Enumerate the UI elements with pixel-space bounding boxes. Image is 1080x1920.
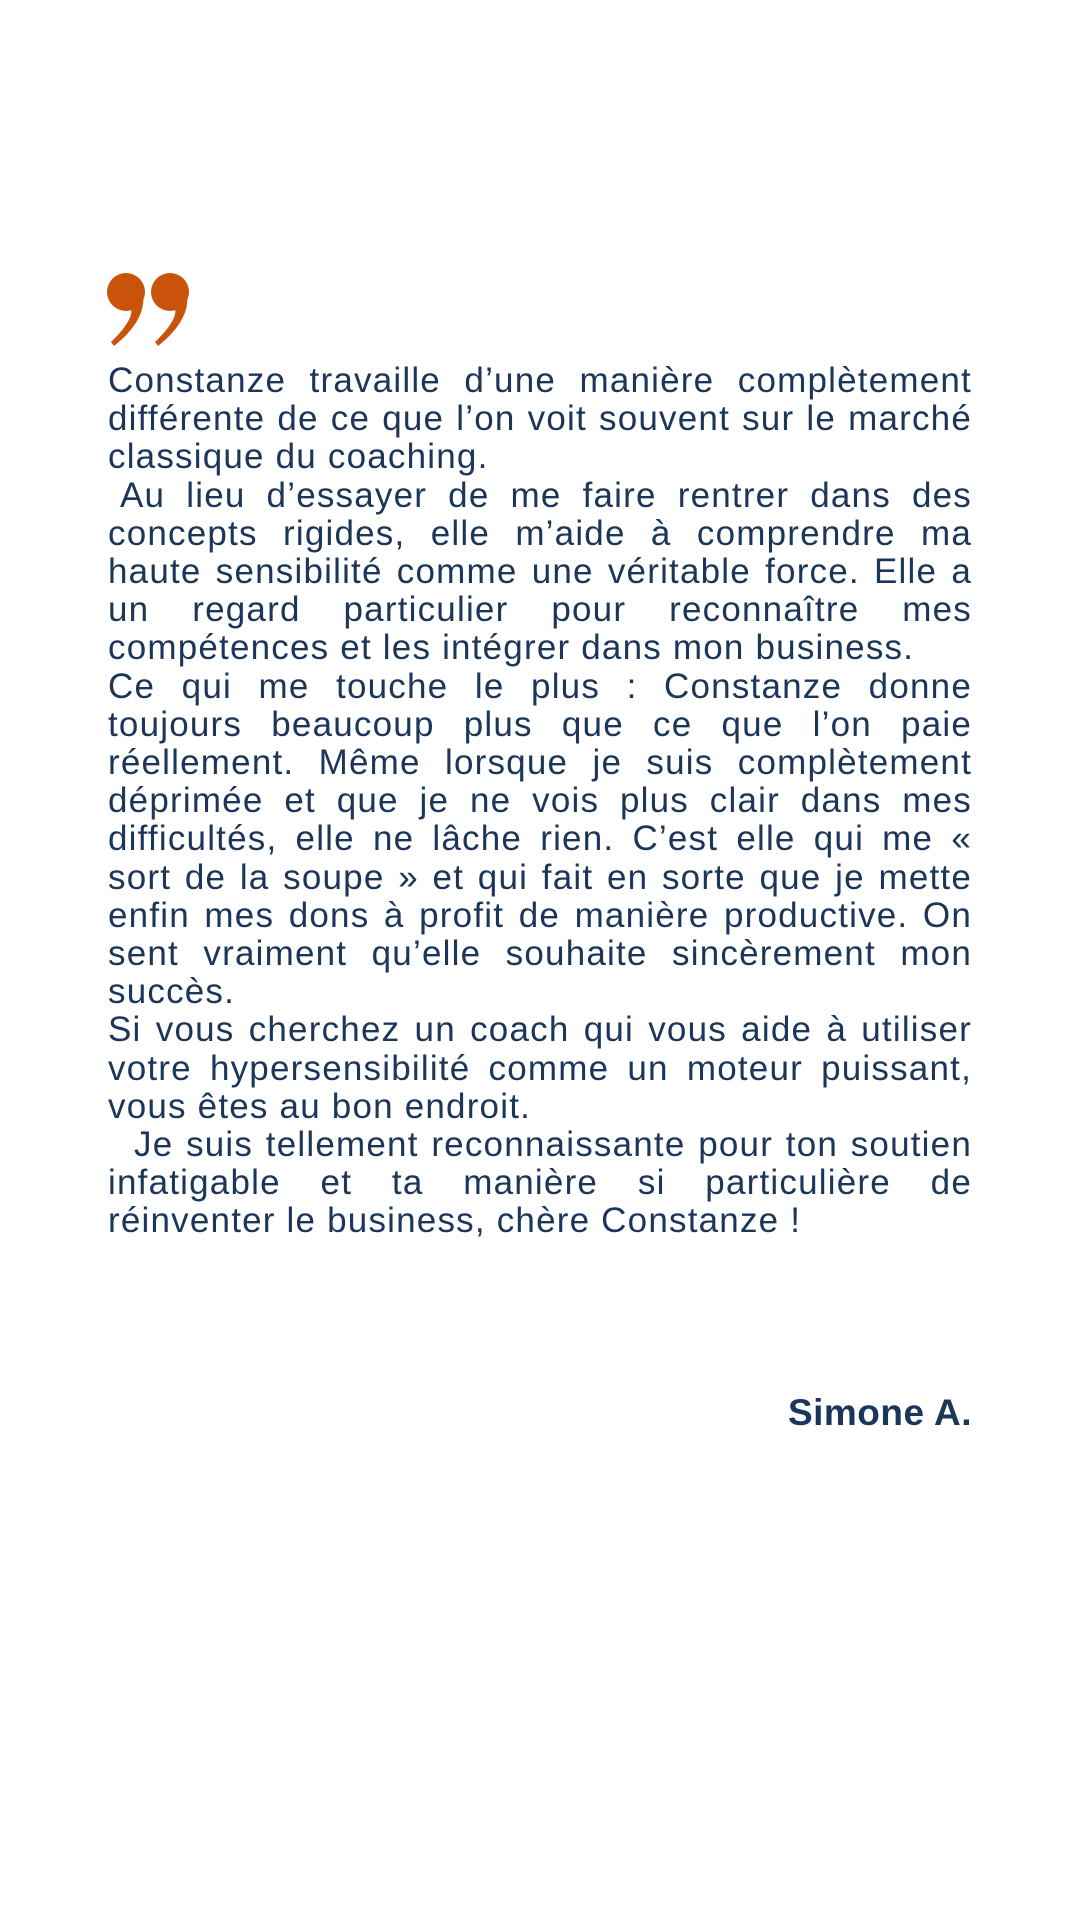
testimonial-author: Simone A.: [787, 1392, 972, 1433]
testimonial-paragraph: Je suis tellement reconnaissante pour ton soutien infatigable et ta manière si particulière de réinventer le business, chère Constanze !: [108, 1125, 972, 1241]
testimonial-paragraph: Ce qui me touche le plus : Constanze donne toujours beaucoup plus que ce que l’on paie réellement. Même lorsque je suis complètement déprimée et que je ne vois plus clair dans mes difficultés, elle ne lâche rien. C’est elle qui me « sort de la soupe » et qui fait en sorte que je mette enfin mes dons à profit de manière productive. On sent vraiment qu’elle souhaite sincèrement mon succès.: [108, 666, 972, 1012]
testimonial-paragraph: Au lieu d’essayer de me faire rentrer dans des concepts rigides, elle m’aide à comprendre ma haute sensibilité comme une véritable force. Elle a un regard particulier pour reconnaître mes compétences et les intégrer dans mon business.: [108, 475, 972, 668]
closing-quote-icon: [106, 272, 198, 348]
testimonial-text: [108, 362, 972, 1241]
testimonial-paragraph: Constanze travaille d’une manière complètement différente de ce que l’on voit souvent sur le marché classique du coaching.: [108, 361, 972, 477]
testimonial-paragraph: Si vous cherchez un coach qui vous aide à utiliser votre hypersensibilité comme un moteur puissant, vous êtes au bon endroit.: [108, 1010, 972, 1126]
